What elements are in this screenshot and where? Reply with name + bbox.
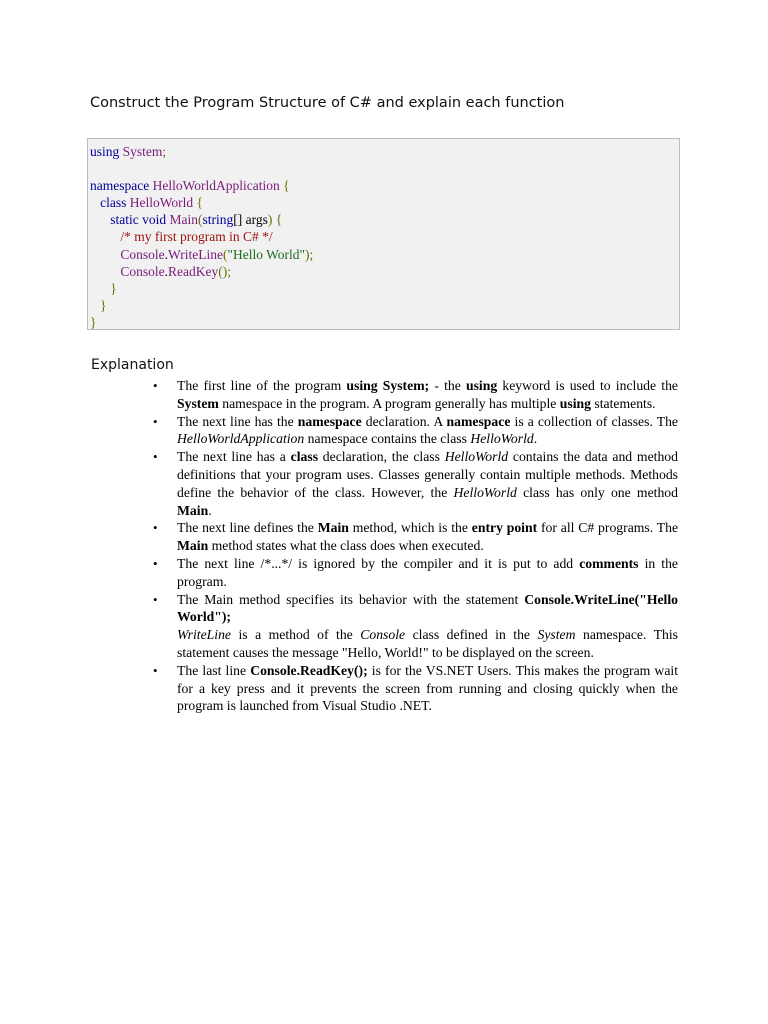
italic-term: Console xyxy=(360,627,406,643)
bold-term: Main xyxy=(177,502,209,518)
bold-term: Console.WriteLine("Hello World"); xyxy=(177,591,678,625)
text-run: declaration, the class xyxy=(318,449,445,465)
text-run: is for the VS.NET Users. This makes the program wait for a key press and it prevents the screen from running and closing quickly when the program is launched from Visual Studio .NET. xyxy=(177,662,679,714)
bold-term: using System; xyxy=(346,378,430,393)
bold-term: entry point xyxy=(471,520,538,536)
code-identifier: Main xyxy=(169,212,199,228)
italic-term: System xyxy=(537,627,576,643)
italic-term: HelloWorldApplication xyxy=(177,431,305,447)
code-brace: } xyxy=(110,280,117,296)
bold-term: namespace xyxy=(446,413,511,429)
code-keyword: using xyxy=(90,144,120,159)
code-keyword: class xyxy=(100,195,127,211)
text-run: The next line has the xyxy=(177,413,298,429)
code-listing xyxy=(90,143,313,331)
text-run: in the program. xyxy=(177,555,679,589)
bold-term: using xyxy=(559,395,591,411)
text-run: keyword is used to include the xyxy=(497,378,678,393)
code-identifier: HelloWorldApplication xyxy=(152,178,280,194)
code-punct: ( xyxy=(222,246,228,262)
list-item xyxy=(177,555,678,591)
code-keyword: namespace xyxy=(90,178,150,194)
code-punct: (); xyxy=(218,263,231,279)
code-identifier: args xyxy=(245,212,268,228)
code-punct: . xyxy=(164,263,169,279)
list-item xyxy=(177,519,678,555)
code-brace: { xyxy=(283,178,290,194)
text-run: is a method of the xyxy=(231,627,361,643)
explanation-list xyxy=(177,377,678,715)
text-run: for all C# programs. The xyxy=(537,520,679,536)
code-identifier: System xyxy=(122,144,163,159)
code-identifier: HelloWorld xyxy=(129,195,194,211)
code-punct: ( xyxy=(198,212,203,228)
bold-term: System xyxy=(177,395,219,411)
bold-term: using xyxy=(465,378,498,393)
italic-term: WriteLine xyxy=(177,627,231,643)
code-punct: . xyxy=(164,246,169,262)
code-comment: /* my first program in C# */ xyxy=(120,229,273,245)
code-brace: } xyxy=(100,297,107,313)
list-item xyxy=(177,377,678,413)
text-run: The first line of the program xyxy=(177,378,347,393)
text-run: . xyxy=(208,502,212,518)
italic-term: HelloWorld xyxy=(444,449,509,465)
list-item xyxy=(177,448,678,519)
explanation-heading: Explanation xyxy=(91,357,174,373)
text-run: contains the data and method definitions that your program uses. Classes generally contain multiple methods. Methods define the behavior of the class. However, the xyxy=(177,449,678,500)
text-run: The next line defines the xyxy=(177,520,318,536)
text-run: - the xyxy=(429,378,466,393)
code-identifier: Console xyxy=(120,246,165,262)
bold-term: Main xyxy=(177,538,209,554)
text-run: class defined in the xyxy=(405,627,538,643)
page-title: Construct the Program Structure of C# and explain each function xyxy=(90,95,565,111)
code-brace: { xyxy=(196,195,204,211)
text-run: class has only one method xyxy=(516,484,678,500)
text-run: declaration. A xyxy=(361,413,447,429)
text-run: . xyxy=(533,431,538,447)
italic-term: HelloWorld xyxy=(470,431,534,447)
list-item xyxy=(177,413,678,449)
text-run: The Main method specifies its behavior with the statement xyxy=(177,591,525,607)
text-run: namespace in the program. A program generally has multiple xyxy=(218,395,560,411)
list-item xyxy=(177,591,678,662)
text-run: The next line /*...*/ is ignored by the compiler and it is put to add xyxy=(177,555,580,571)
bold-term: class xyxy=(290,449,319,465)
code-brace: } xyxy=(90,314,97,330)
text-run: namespace. This statement causes the message "Hello, World!" to be displayed on the screen. xyxy=(177,627,678,660)
bold-term: Main xyxy=(317,520,349,536)
code-keyword: void xyxy=(142,212,167,228)
code-identifier: ReadKey xyxy=(168,263,219,279)
code-punct: [] xyxy=(233,212,243,228)
bold-term: namespace xyxy=(297,413,362,429)
code-block xyxy=(87,138,680,330)
code-identifier: WriteLine xyxy=(168,246,223,262)
text-run: The next line has a xyxy=(177,449,291,465)
code-brace: { xyxy=(275,212,283,228)
text-run: is a collection of classes. The xyxy=(510,413,679,429)
list-item xyxy=(177,662,678,715)
code-punct: ); xyxy=(305,246,314,262)
text-run: method, which is the xyxy=(348,520,472,536)
code-keyword: static xyxy=(110,212,139,228)
text-run: The last line xyxy=(177,662,251,678)
code-keyword: string xyxy=(202,212,234,228)
code-punct: ) xyxy=(267,212,273,228)
text-run: namespace contains the class xyxy=(304,431,471,447)
code-identifier: Console xyxy=(120,263,165,279)
code-punct: ; xyxy=(162,144,167,159)
bold-term: Console.ReadKey(); xyxy=(250,662,368,678)
bold-term: comments xyxy=(579,555,639,571)
text-run: statements. xyxy=(590,395,656,411)
code-string: "Hello World" xyxy=(227,246,306,262)
text-run: method states what the class does when executed. xyxy=(208,538,484,554)
italic-term: HelloWorld xyxy=(453,484,517,500)
